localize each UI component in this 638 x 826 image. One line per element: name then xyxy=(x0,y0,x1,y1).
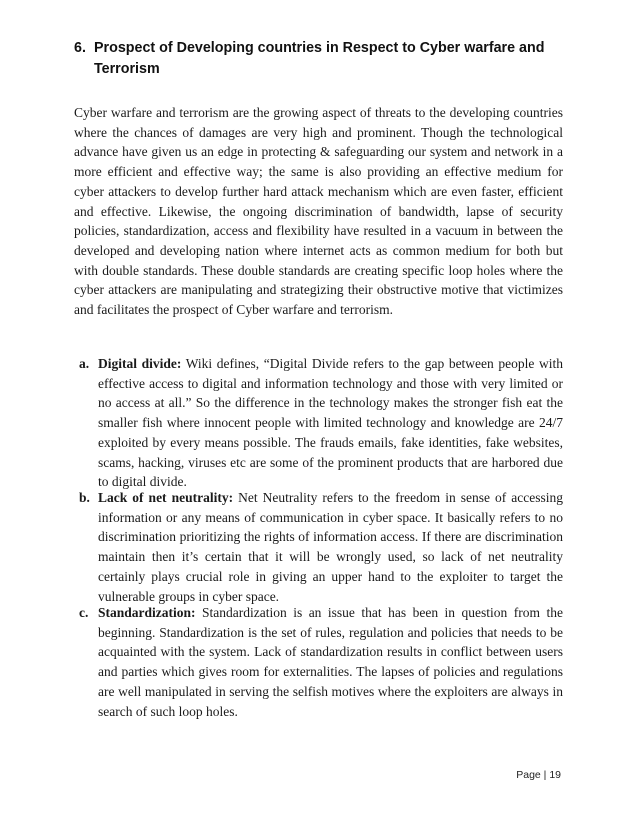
list-marker: c. xyxy=(79,605,89,620)
list-marker: b. xyxy=(79,490,90,505)
list-item-text: Net Neutrality refers to the freedom in sense of accessing information or any means of communication in cyber space. It basically refers to no discrimination prioritizing the rights of information access. If there are discrimination maintain then it’s certain that it will be wrongly used, so lack of net neutrality certainly plays crucial role in giving an upper hand to the exploiter to target the vulnerable groups in cyber space. xyxy=(98,490,563,604)
list-item-text: Wiki defines, “Digital Divide refers to the gap between people with effective access to digital and information technology and those with very limited or no access at all.” So the difference in the technology makes the stronger fish eat the smaller fish where innocent people with limited technology and knowledge are 24/7 exploited by every means possible. The frauds emails, fake identities, fake websites, scams, hacking, viruses etc are some of the prominent products that are harbored due to digital divide. xyxy=(98,356,563,490)
list-item-body xyxy=(79,354,563,492)
list-item-body xyxy=(79,488,563,606)
section-heading xyxy=(74,38,574,80)
list-item-term: Digital divide: xyxy=(98,356,182,371)
section-title: Prospect of Developing countries in Respect to Cyber warfare and Terrorism xyxy=(94,40,545,77)
list-item-net-neutrality xyxy=(79,488,563,606)
page-number: Page | 19 xyxy=(516,769,561,781)
list-item-standardization xyxy=(79,603,563,721)
list-marker: a. xyxy=(79,356,90,371)
section-number: 6. xyxy=(74,40,86,56)
list-item-term: Standardization: xyxy=(98,605,196,620)
list-item-body xyxy=(79,603,563,721)
intro-paragraph: Cyber warfare and terrorism are the growing aspect of threats to the developing countries where the chances of damages are very high and prominent. Though the technological advance have given us an edge in protecting & safeguarding our system and network in a more efficient and effective way; the same is also providing an effective medium for cyber attackers to develop further hard attack mechanism which are even faster, efficient and effective. Likewise, the ongoing discrimination of bandwidth, lapse of security policies, standardization, access and flexibility have resulted in a vacuum in between the developed and developing nation where internet acts as common medium for both but with double standards. These double standards are creating specific loop holes where the cyber attackers are manipulating and strategizing their obstructive motive that victimizes and facilitates the prospect of Cyber warfare and terrorism. xyxy=(74,105,563,318)
list-item-text: Standardization is an issue that has been in question from the beginning. Standardization is the set of rules, regulation and policies that needs to be acquainted with the system. Lack of standardization results in conflict between users and parties which gives room for externalities. The lapses of policies and regulations are well manipulated in serving the selfish motives where the exploiters are always in search of such loop holes. xyxy=(98,605,563,719)
list-item-digital-divide xyxy=(79,354,563,492)
list-item-term: Lack of net neutrality: xyxy=(98,490,234,505)
